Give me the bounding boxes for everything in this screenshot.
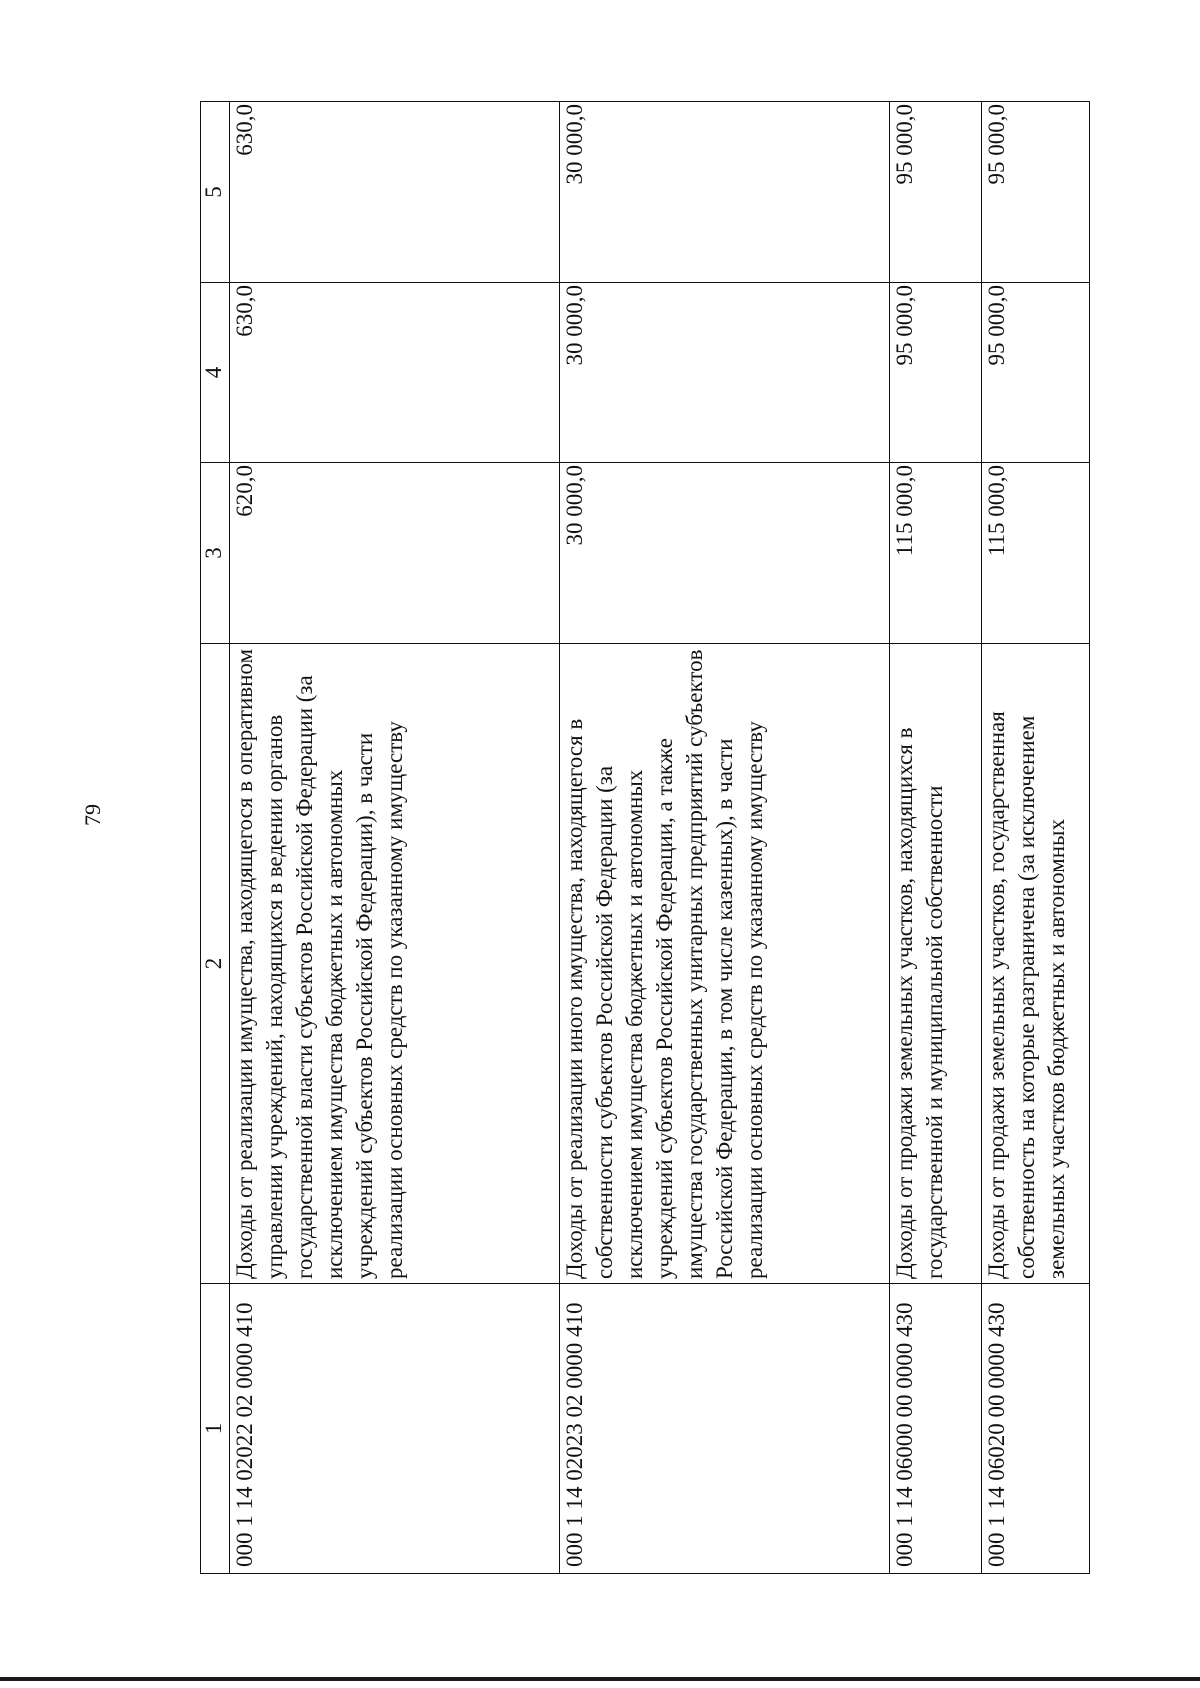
- row-value-col3: 115 000,0: [982, 463, 1090, 644]
- row-code: 000 1 14 06000 00 0000 430: [890, 1284, 982, 1574]
- revenue-table-frame: [200, 102, 1088, 1574]
- row-value-col4: 95 000,0: [982, 283, 1090, 463]
- row-value-col3: 620,0: [230, 463, 560, 644]
- row-value-col5: 630,0: [230, 102, 560, 283]
- row-value-col5: 95 000,0: [890, 102, 982, 283]
- table-row: [230, 102, 560, 1574]
- row-description: Доходы от реализации иного имущества, находящегося в собственности субъектов Российской Федерации (за исключением имущества бюджетных и автономных учреждений субъектов Российской Федерации, а также имущества государственных унитарных предприятий субъектов Российской Федерации, в том числе казенных), в части реализации основных средств по указанному имуществу: [560, 644, 890, 1284]
- row-description: Доходы от продажи земельных участков, государственная собственность на которые разграничена (за исключением земельных участков бюджетных и автономных: [982, 644, 1090, 1284]
- row-value-col5: 30 000,0: [560, 102, 890, 283]
- row-value-col5: 95 000,0: [982, 102, 1090, 283]
- revenue-table: [200, 101, 1090, 1574]
- header-col-5: 5: [201, 102, 230, 283]
- row-description: Доходы от продажи земельных участков, находящихся в государственной и муниципальной собственности: [890, 644, 982, 1284]
- row-value-col4: 30 000,0: [560, 283, 890, 463]
- row-code: 000 1 14 02022 02 0000 410: [230, 1284, 560, 1574]
- row-code: 000 1 14 02023 02 0000 410: [560, 1284, 890, 1574]
- row-value-col4: 95 000,0: [890, 283, 982, 463]
- page-number: 79: [80, 804, 105, 826]
- row-description: Доходы от реализации имущества, находящегося в оперативном управлении учреждений, находящихся в ведении органов государственной власти субъектов Российской Федерации (за исключением имущества бюджетных и автономных учреждений субъектов Российской Федерации), в части реализации основных средств по указанному имуществу: [230, 644, 560, 1284]
- header-row: [201, 102, 230, 1574]
- header-col-4: 4: [201, 283, 230, 463]
- row-value-col4: 630,0: [230, 283, 560, 463]
- header-col-3: 3: [201, 463, 230, 644]
- row-code: 000 1 14 06020 00 0000 430: [982, 1284, 1090, 1574]
- table-row: [982, 102, 1090, 1574]
- header-col-1: 1: [201, 1284, 230, 1574]
- row-value-col3: 115 000,0: [890, 463, 982, 644]
- row-value-col3: 30 000,0: [560, 463, 890, 644]
- header-col-2: 2: [201, 644, 230, 1284]
- table-row: [560, 102, 890, 1574]
- scan-edge-rule: [0, 1677, 1200, 1681]
- table-row: [890, 102, 982, 1574]
